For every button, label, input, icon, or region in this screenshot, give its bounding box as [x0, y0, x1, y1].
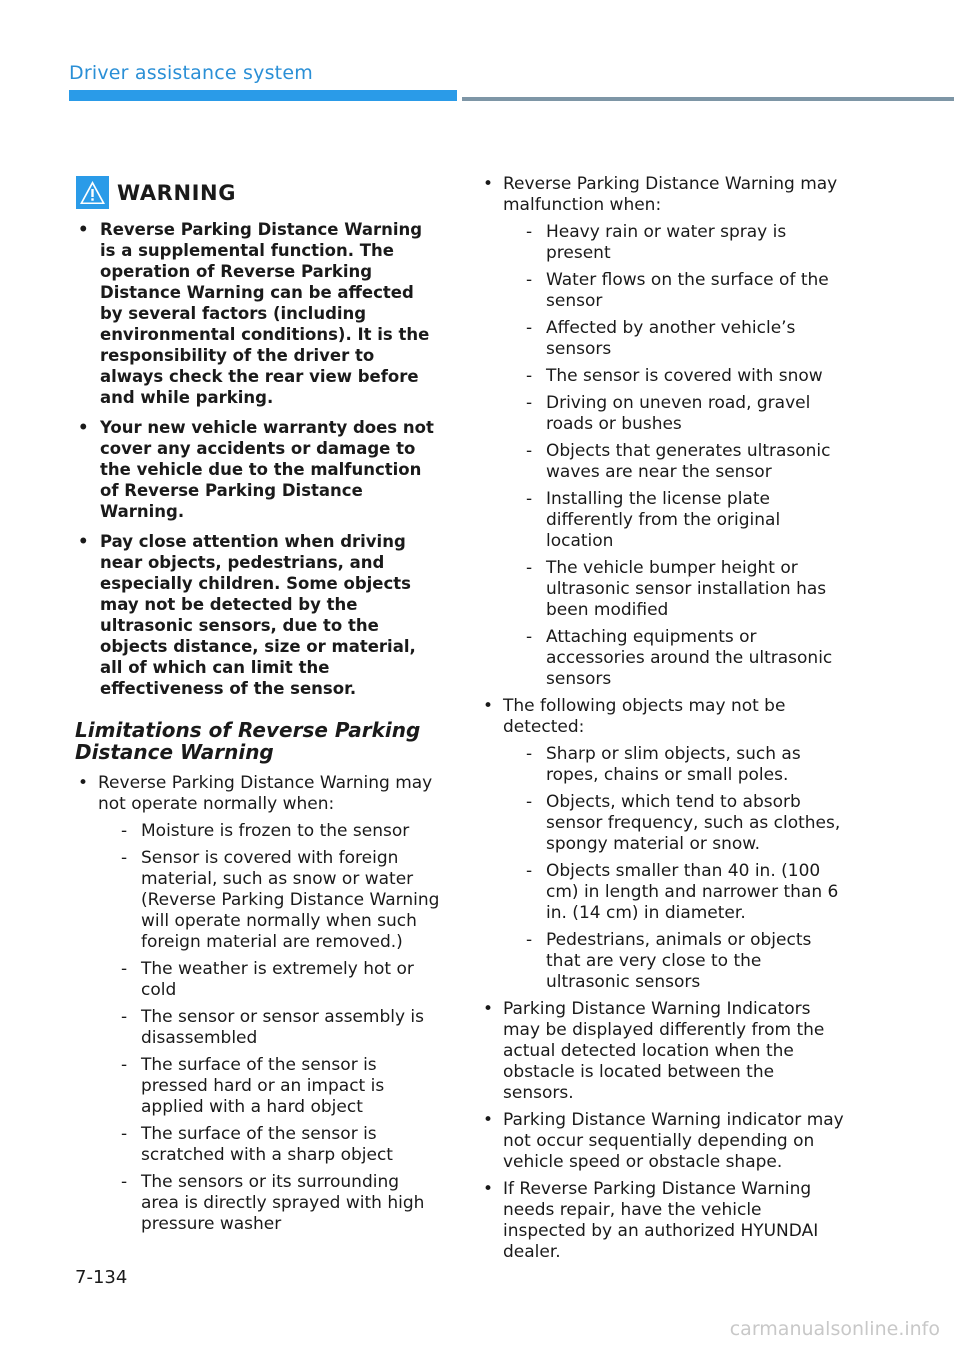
sub-list: [98, 821, 440, 1235]
sub-list-item: [98, 1124, 440, 1166]
dash-mark: -: [526, 393, 533, 413]
dash-mark: -: [121, 1007, 128, 1027]
sub-list-item: [503, 861, 845, 924]
sub-list-item-text: The surface of the sensor is scratched with a sharp object: [141, 1124, 393, 1165]
sub-list-item-text: Moisture is frozen to the sensor: [141, 821, 410, 841]
dash-mark: -: [526, 558, 533, 578]
sub-list-item: [503, 366, 845, 387]
sub-list-item-text: Attaching equipments or accessories around the ultrasonic sensors: [546, 627, 833, 689]
sub-list-item: [98, 821, 440, 842]
dash-mark: -: [121, 821, 128, 841]
sub-list-item: [98, 959, 440, 1001]
bullet-mark: •: [483, 1179, 494, 1199]
list-item-text: Reverse Parking Distance Warning may not operate normally when:: [98, 773, 433, 814]
dash-mark: -: [526, 930, 533, 950]
dash-mark: -: [526, 222, 533, 242]
list-item: [75, 773, 440, 1235]
watermark: carmanualsonline.info: [729, 1318, 940, 1340]
list-item-text: If Reverse Parking Distance Warning needs repair, have the vehicle inspected by an authorized HYUNDAI dealer.: [503, 1179, 819, 1262]
sub-list-item-text: Heavy rain or water spray is present: [546, 222, 787, 263]
bullet-mark: •: [483, 999, 494, 1019]
warning-triangle-icon: [76, 176, 109, 209]
sub-list-item-text: Driving on uneven road, gravel roads or bushes: [546, 393, 811, 434]
sub-list-item: [98, 1055, 440, 1118]
sub-list-item-text: Objects, which tend to absorb sensor frequency, such as clothes, spongy material or snow.: [546, 792, 841, 854]
sub-list-item: [98, 1172, 440, 1235]
dash-mark: -: [526, 489, 533, 509]
sub-list-item-text: The vehicle bumper height or ultrasonic sensor installation has been modified: [546, 558, 827, 620]
sub-list-item: [503, 318, 845, 360]
dash-mark: -: [121, 959, 128, 979]
sub-list: [503, 744, 845, 993]
warning-title: WARNING: [117, 180, 237, 205]
bullet-mark: •: [483, 696, 494, 716]
sub-list-item: [503, 489, 845, 552]
list-item: [480, 696, 845, 993]
dash-mark: -: [121, 1055, 128, 1075]
bullet-mark: •: [78, 220, 89, 239]
sub-list-item-text: Objects that generates ultrasonic waves are near the sensor: [546, 441, 831, 482]
sub-list-item-text: Objects smaller than 40 in. (100 cm) in length and narrower than 6 in. (14 cm) in diameter.: [546, 861, 839, 923]
list-item: [480, 1179, 845, 1263]
warning-heading: [75, 176, 440, 209]
dash-mark: -: [526, 441, 533, 461]
bullet-mark: •: [483, 174, 494, 194]
dash-mark: -: [526, 627, 533, 647]
list-item: [480, 174, 845, 690]
sub-list-item: [503, 558, 845, 621]
sub-list-item-text: Sensor is covered with foreign material, such as snow or water (Reverse Parking Distance Warning will operate normally when such foreign material are removed.): [141, 848, 440, 952]
limitations-heading: Limitations of Reverse Parking Distance Warning: [75, 718, 421, 764]
sub-list-item: [98, 1007, 440, 1049]
sub-list-item: [503, 441, 845, 483]
sub-list-item-text: Installing the license plate differently from the original location: [546, 489, 781, 551]
warning-item-text: Pay close attention when driving near objects, pedestrians, and especially children. Some objects may not be detected by the ultrasonic sensors, due to the objects distance, size or material, all of which can limit the effectiveness of the sensor.: [100, 532, 416, 698]
header-rule-accent: [69, 90, 457, 101]
sub-list-item: [503, 792, 845, 855]
sub-list-item-text: Pedestrians, animals or objects that are very close to the ultrasonic sensors: [546, 930, 812, 992]
sub-list-item: [503, 393, 845, 435]
right-column: [480, 174, 845, 1269]
bullet-mark: •: [78, 773, 89, 793]
dash-mark: -: [526, 744, 533, 764]
list-item-text: Reverse Parking Distance Warning may malfunction when:: [503, 174, 838, 215]
list-item-text: The following objects may not be detected:: [503, 696, 786, 737]
warning-list: [75, 219, 440, 699]
dash-mark: -: [526, 366, 533, 386]
limitations-list-left: [75, 773, 440, 1235]
sub-list-item: [503, 270, 845, 312]
warning-item-text: Reverse Parking Distance Warning is a supplemental function. The operation of Reverse Parking Distance Warning can be affected by several factors (including environmental conditions). It is the responsibility of the driver to always check the rear view before and while parking.: [100, 220, 430, 407]
sub-list: [503, 222, 845, 690]
page-number: 7-134: [75, 1267, 128, 1288]
sub-list-item-text: The sensor or sensor assembly is disassembled: [141, 1007, 425, 1048]
bullet-mark: •: [78, 532, 89, 551]
left-column: [75, 176, 440, 1241]
section-title: Driver assistance system: [69, 62, 313, 84]
sub-list-item: [503, 222, 845, 264]
header-rule: [462, 97, 954, 101]
dash-mark: -: [526, 270, 533, 290]
bullet-mark: •: [483, 1110, 494, 1130]
sub-list-item-text: Water flows on the surface of the sensor: [546, 270, 829, 311]
sub-list-item-text: The sensor is covered with snow: [546, 366, 823, 386]
dash-mark: -: [526, 792, 533, 812]
sub-list-item: [503, 744, 845, 786]
bullet-mark: •: [78, 418, 89, 437]
warning-item-text: Your new vehicle warranty does not cover any accidents or damage to the vehicle due to the malfunction of Reverse Parking Distance Warning.: [100, 418, 434, 521]
list-item-text: Parking Distance Warning Indicators may be displayed differently from the actual detected location when the obstacle is located between the sensors.: [503, 999, 825, 1103]
sub-list-item-text: Affected by another vehicle’s sensors: [546, 318, 796, 359]
sub-list-item-text: The weather is extremely hot or cold: [141, 959, 414, 1000]
limitations-list-right: [480, 174, 845, 1263]
sub-list-item-text: The surface of the sensor is pressed hard or an impact is applied with a hard object: [141, 1055, 385, 1117]
dash-mark: -: [121, 848, 128, 868]
sub-list-item-text: Sharp or slim objects, such as ropes, chains or small poles.: [546, 744, 801, 785]
list-item: [480, 1110, 845, 1173]
sub-list-item: [503, 930, 845, 993]
warning-item: [75, 219, 440, 408]
list-item: [480, 999, 845, 1104]
dash-mark: -: [526, 861, 533, 881]
sub-list-item-text: The sensors or its surrounding area is directly sprayed with high pressure washer: [141, 1172, 425, 1234]
sub-list-item: [98, 848, 440, 953]
dash-mark: -: [121, 1124, 128, 1144]
dash-mark: -: [526, 318, 533, 338]
warning-item: [75, 417, 440, 522]
dash-mark: -: [121, 1172, 128, 1192]
list-item-text: Parking Distance Warning indicator may not occur sequentially depending on vehicle speed or obstacle shape.: [503, 1110, 844, 1172]
sub-list-item: [503, 627, 845, 690]
warning-item: [75, 531, 440, 699]
